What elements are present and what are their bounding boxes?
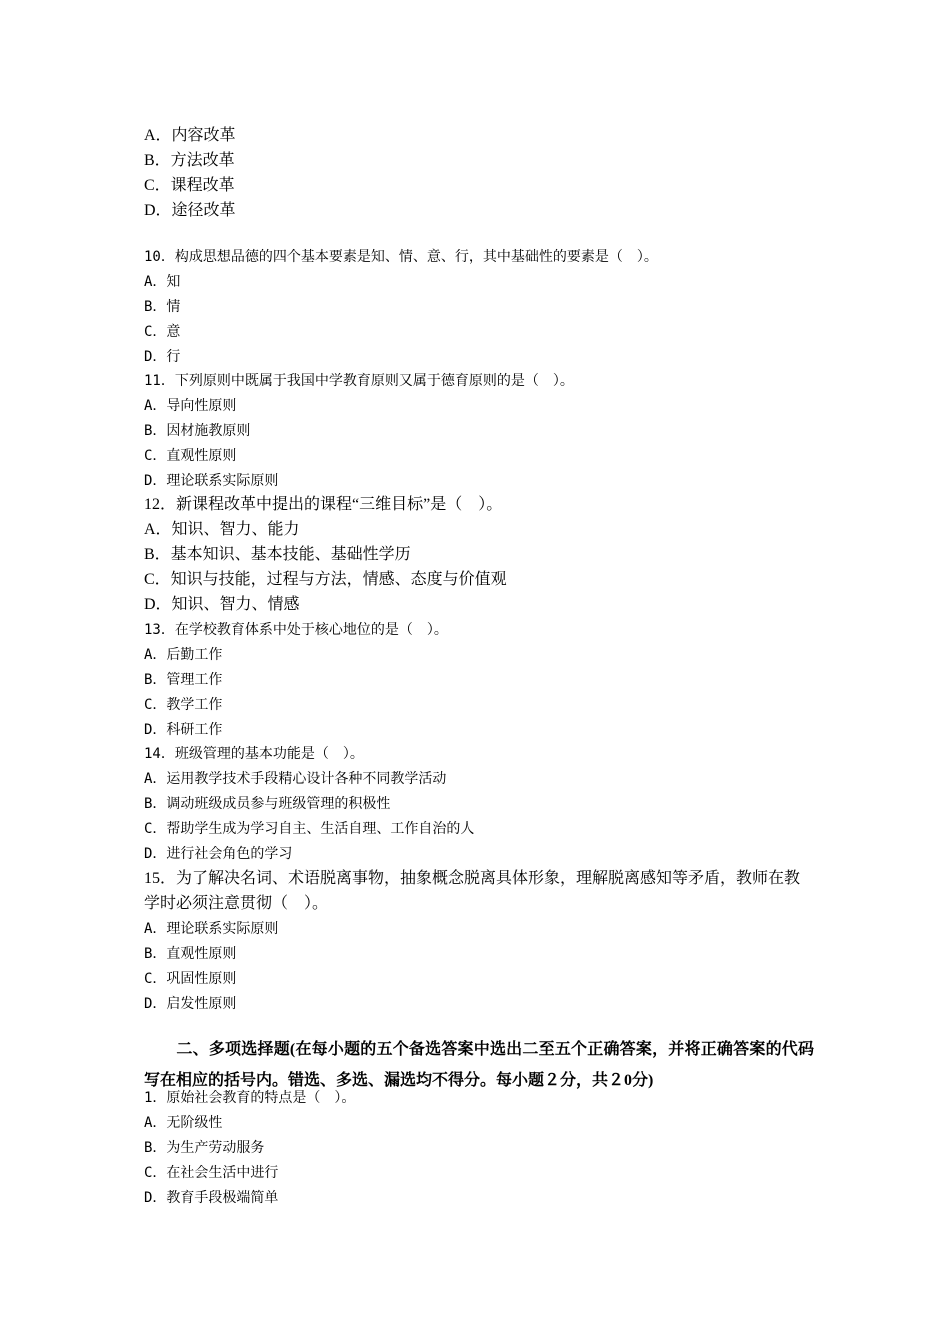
m1-stem: 1．原始社会教育的特点是（ ）。 <box>144 1090 356 1106</box>
q9-option-c: C．课程改革 <box>144 177 235 194</box>
q14-option-b: B．调动班级成员参与班级管理的积极性 <box>144 796 391 812</box>
q15-option-a: A．理论联系实际原则 <box>144 921 279 937</box>
q15-option-c: C．巩固性原则 <box>144 971 237 987</box>
q10-option-c: C．意 <box>144 324 181 340</box>
q12-option-a: A．知识、智力、能力 <box>144 521 300 538</box>
section-heading-multiple-choice: 二、多项选择题(在每小题的五个备选答案中选出二至五个正确答案，并将正确答案的代码写在相应的括号内。错选、多选、漏选均不得分。每小题２分，共２0分) <box>144 1041 814 1089</box>
q10-option-b: B．情 <box>144 299 181 315</box>
q14-option-c: C．帮助学生成为学习自主、生活自理、工作自治的人 <box>144 821 475 837</box>
q10-option-a: A．知 <box>144 274 181 290</box>
q11-option-d: D．理论联系实际原则 <box>144 473 279 489</box>
m1-option-b: B．为生产劳动服务 <box>144 1140 265 1156</box>
q12-option-c: C．知识与技能，过程与方法，情感、态度与价值观 <box>144 571 507 588</box>
q10-option-d: D．行 <box>144 349 181 365</box>
q15-stem-line2: 学时必须注意贯彻（ ）。 <box>144 895 329 912</box>
q13-option-c: C．教学工作 <box>144 697 223 713</box>
q10-stem: 10．构成思想品德的四个基本要素是知、情、意、行，其中基础性的要素是（ ）。 <box>144 249 658 265</box>
q9-option-b: B．方法改革 <box>144 152 235 169</box>
q15-stem-line1: 15．为了解决名词、术语脱离事物，抽象概念脱离具体形象，理解脱离感知等矛盾，教师在教 <box>144 870 801 887</box>
q9-option-d: D．途径改革 <box>144 202 236 219</box>
q11-option-b: B．因材施教原则 <box>144 423 251 439</box>
q13-option-b: B．管理工作 <box>144 672 223 688</box>
q11-option-a: A．导向性原则 <box>144 398 237 414</box>
q14-stem: 14．班级管理的基本功能是（ ）。 <box>144 746 364 762</box>
q14-option-a: A．运用教学技术手段精心设计各种不同教学活动 <box>144 771 447 787</box>
q13-option-a: A．后勤工作 <box>144 647 223 663</box>
m1-option-d: D．教育手段极端简单 <box>144 1190 279 1206</box>
q9-option-a: A．内容改革 <box>144 127 236 144</box>
q12-option-b: B．基本知识、基本技能、基础性学历 <box>144 546 411 563</box>
q11-option-c: C．直观性原则 <box>144 448 237 464</box>
m1-option-c: C．在社会生活中进行 <box>144 1165 279 1181</box>
q12-stem: 12．新课程改革中提出的课程“三维目标”是（ ）。 <box>144 496 503 513</box>
m1-option-a: A．无阶级性 <box>144 1115 223 1131</box>
q12-option-d: D．知识、智力、情感 <box>144 596 300 613</box>
q14-option-d: D．进行社会角色的学习 <box>144 846 293 862</box>
q15-option-d: D．启发性原则 <box>144 996 237 1012</box>
q13-stem: 13．在学校教育体系中处于核心地位的是（ ）。 <box>144 622 448 638</box>
q13-option-d: D．科研工作 <box>144 722 223 738</box>
q15-option-b: B．直观性原则 <box>144 946 237 962</box>
q11-stem: 11．下列原则中既属于我国中学教育原则又属于德育原则的是（ ）。 <box>144 373 574 389</box>
